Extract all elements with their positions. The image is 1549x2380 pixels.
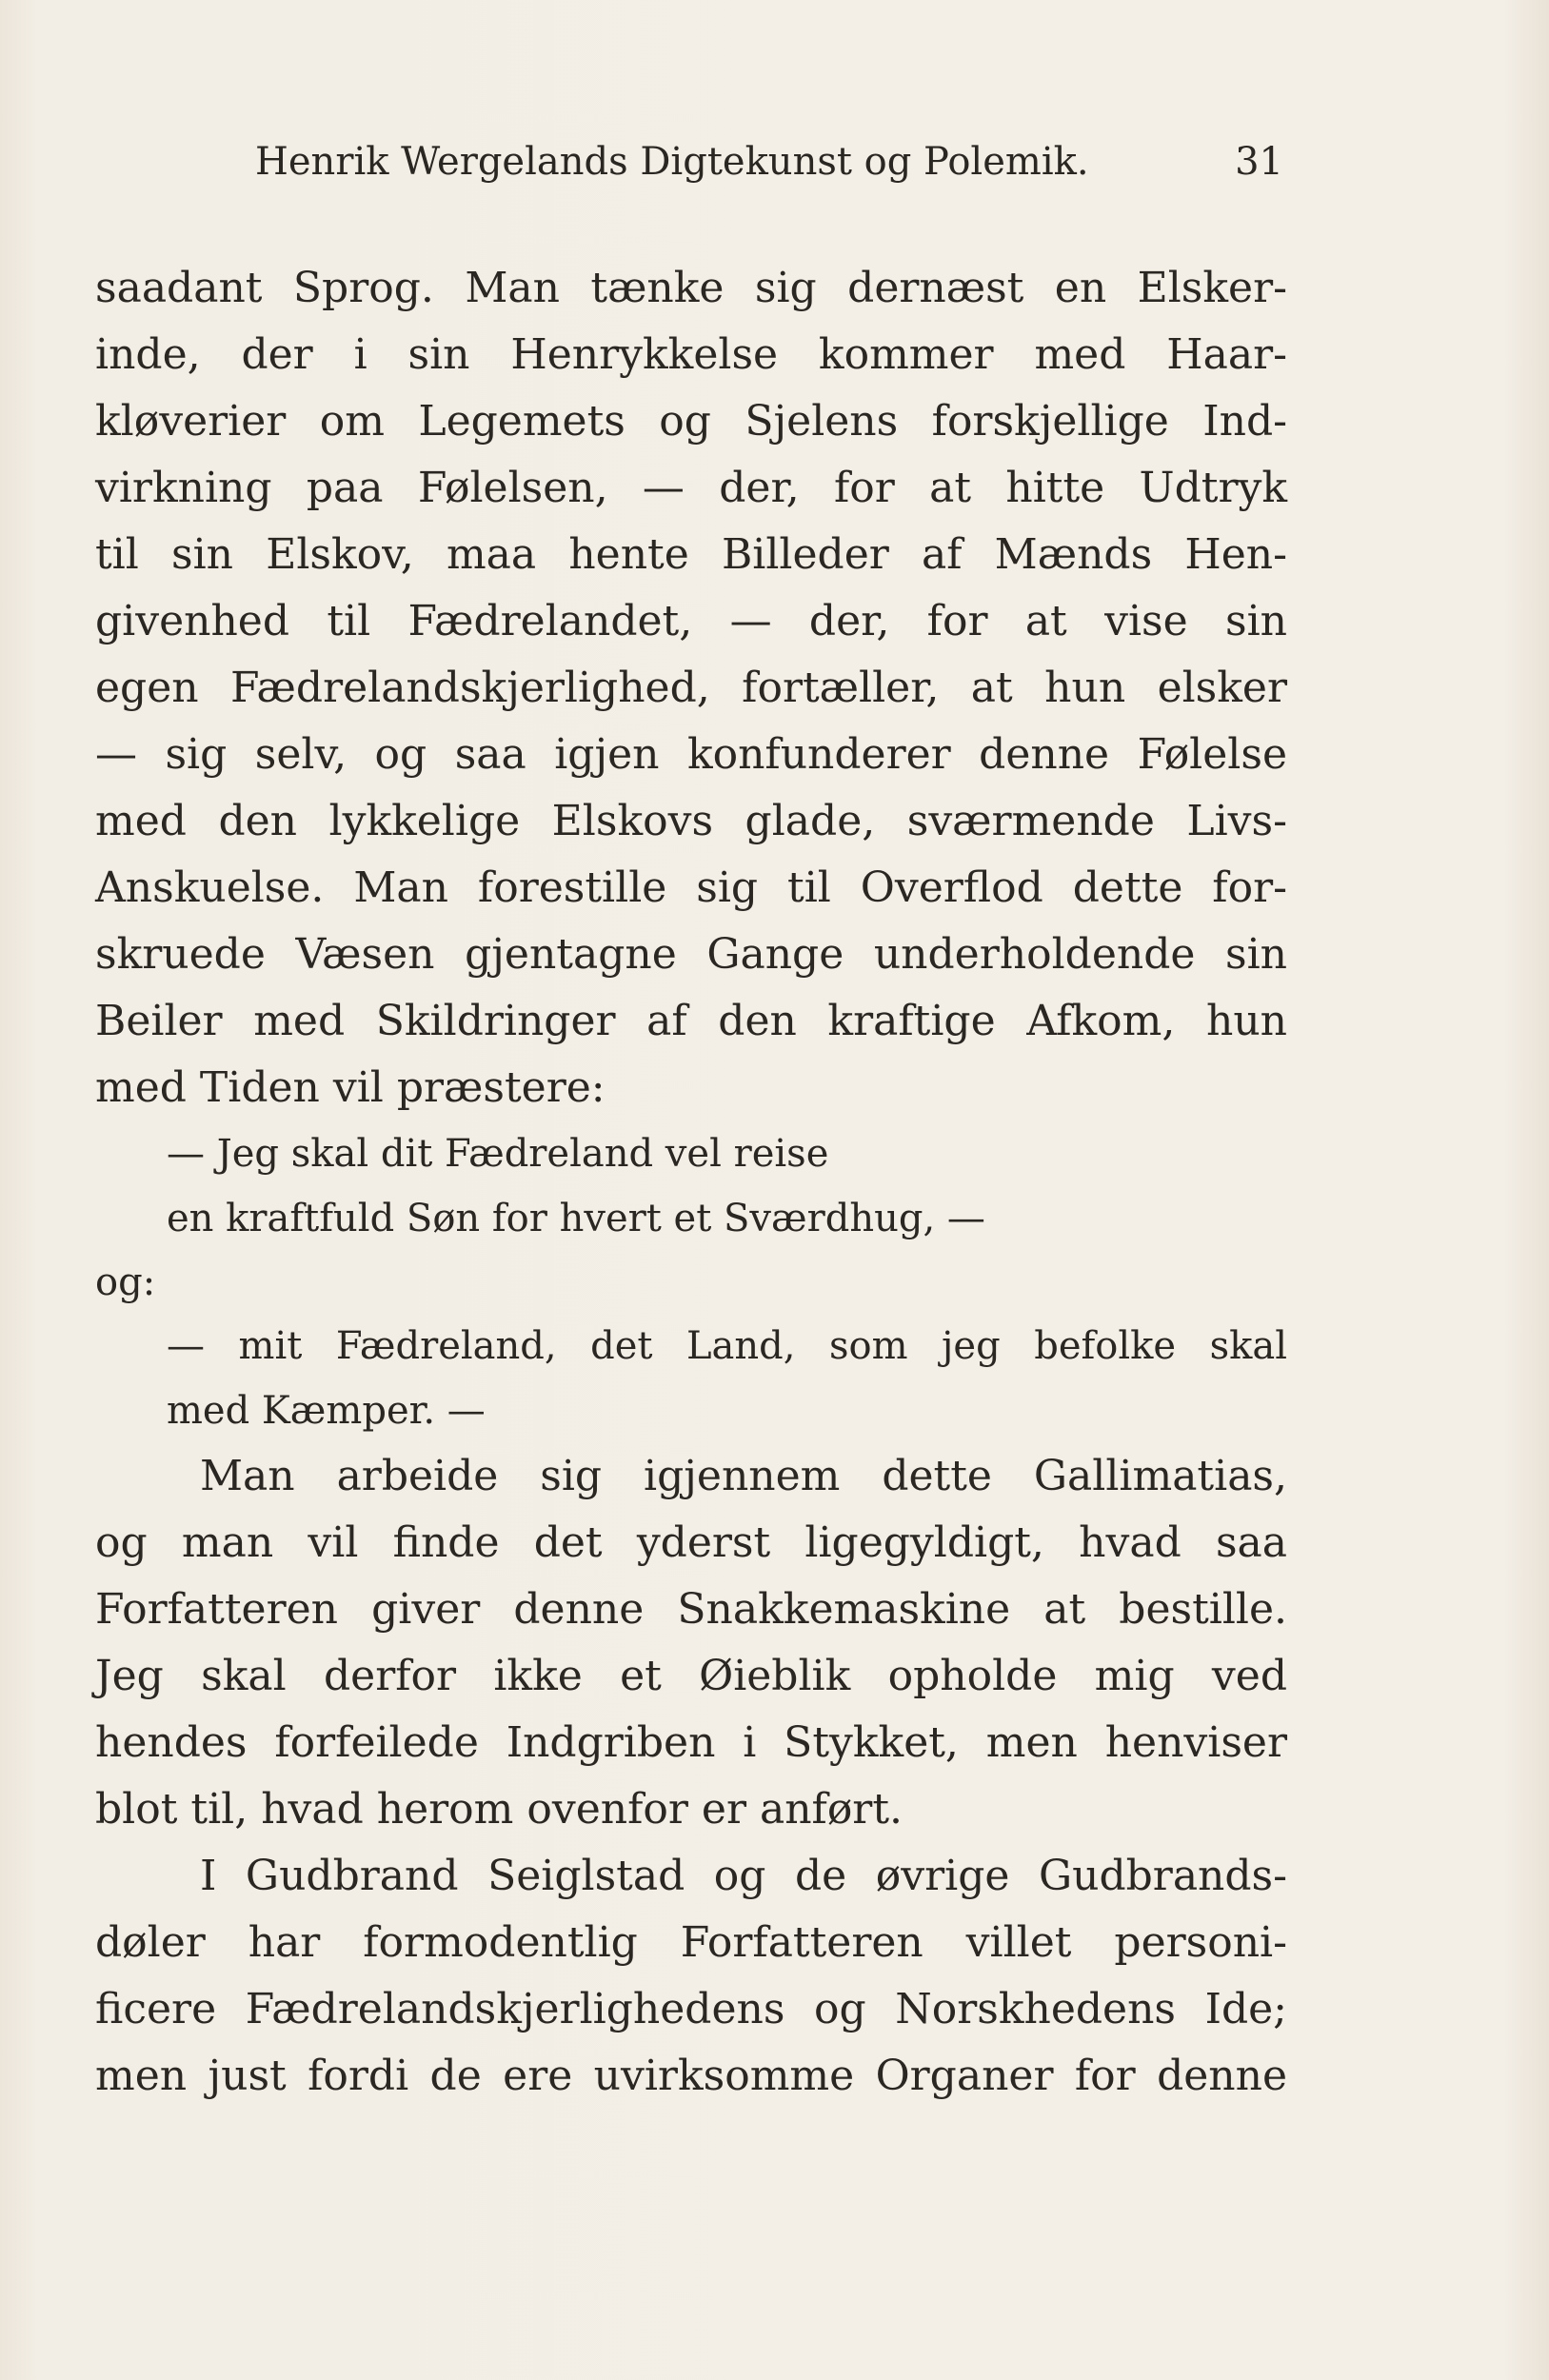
running-header [255,133,1283,190]
text-line: kløverier om Legemets og Sjelens forskjellige Ind- [95,397,1287,446]
text-line: med den lykkelige Elskovs glade, sværmende Livs- [95,797,1287,845]
text-line: blot til, hvad herom ovenfor er anført. [95,1785,904,1834]
page-body [95,255,1287,2110]
running-title: Henrik Wergelands Digtekunst og Polemik. [255,140,1089,184]
text-line: saadant Sprog. Man tænke sig dernæst en Elsker- [95,264,1287,312]
text-line: Anskuelse. Man forestille sig til Overflod dette for- [95,863,1287,912]
verse-line: — Jeg skal dit Fædreland vel reise [167,1132,829,1176]
text-line: men just fordi de ere uvirksomme Organer for denne [95,2052,1287,2100]
text-line: — sig selv, og saa igjen konfunderer denne Følelse [95,730,1287,779]
text-line: til sin Elskov, maa hente Billeder af Mænds Hen- [95,530,1287,579]
text-line: I Gudbrand Seiglstad og de øvrige Gudbrands- [200,1852,1287,1900]
paragraph-3 [95,1843,1287,2110]
paragraph-1 [95,255,1287,1121]
text-line: Jeg skal derfor ikke et Øieblik opholde mig ved [95,1652,1287,1700]
text-line: Man arbeide sig igjennem dette Gallimatias, [200,1452,1287,1500]
verse-quote-1 [95,1121,1287,1251]
verse-line: en kraftfuld Søn for hvert et Sværdhug, — [167,1197,985,1240]
text-line: og man vil finde det yderst ligegyldigt, hvad saa [95,1518,1287,1567]
text-line: skruede Væsen gjentagne Gange underholdende sin [95,930,1287,979]
text-line: med Tiden vil præstere: [95,1063,606,1112]
page-number: 31 [1235,140,1283,184]
text-line: Beiler med Skildringer af den kraftige Afkom, hun [95,997,1287,1045]
text-line: givenhed til Fædrelandet, — der, for at vise sin [95,597,1287,645]
text-line: Forfatteren giver denne Snakkemaskine at bestille. [95,1585,1287,1634]
verse-quote-2 [95,1314,1287,1443]
paragraph-2 [95,1443,1287,1843]
text-line: ficere Fædrelandskjerlighedens og Norskhedens Ide; [95,1985,1287,2033]
connector-line: og: [95,1260,156,1304]
text-line: virkning paa Følelsen, — der, for at hitte Udtryk [95,464,1287,512]
text-line: døler har formodentlig Forfatteren villet personi- [95,1918,1287,1967]
verse-line: med Kæmper. — [167,1389,486,1433]
text-line: egen Fædrelandskjerlighed, fortæller, at hun elsker [95,664,1287,712]
verse-line: — mit Fædreland, det Land, som jeg befolke skal [167,1324,1287,1368]
text-line: hendes forfeilede Indgriben i Stykket, men henviser [95,1718,1287,1767]
text-line: inde, der i sin Henrykkelse kommer med Haar- [95,330,1287,379]
